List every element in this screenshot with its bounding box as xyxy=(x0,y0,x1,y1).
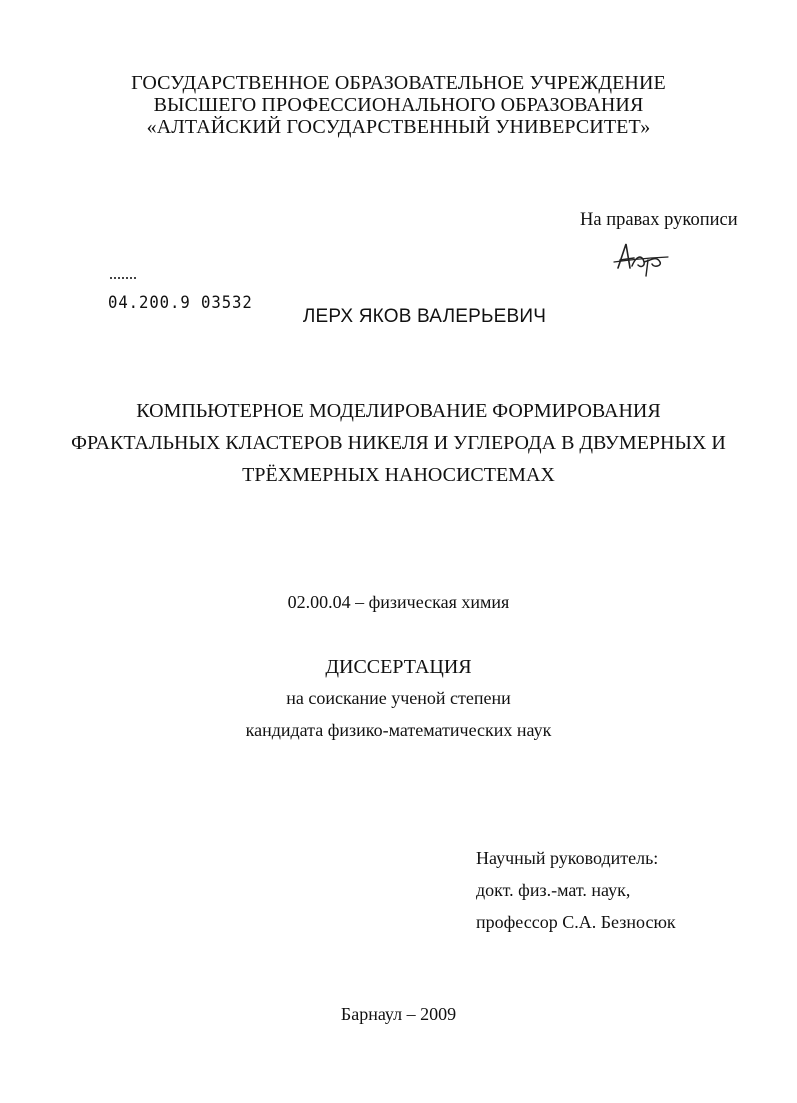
institution-line-2: ВЫСШЕГО ПРОФЕССИОНАЛЬНОГО ОБРАЗОВАНИЯ xyxy=(153,94,644,116)
title-line-2: ФРАКТАЛЬНЫХ КЛАСТЕРОВ НИКЕЛЯ И УГЛЕРОДА В ДВУМЕРНЫХ И xyxy=(71,432,726,454)
supervisor-name: профессор С.А. Безносюк xyxy=(476,912,676,932)
title-line-3: ТРЁХМЕРНЫХ НАНОСИСТЕМАХ xyxy=(242,464,555,486)
title-line-1: КОМПЬЮТЕРНОЕ МОДЕЛИРОВАНИЕ ФОРМИРОВАНИЯ xyxy=(136,400,661,422)
supervisor-degree: докт. физ.-мат. наук, xyxy=(476,880,631,900)
archive-dots-mark xyxy=(110,277,136,283)
supervisor-label: Научный руководитель: xyxy=(476,848,659,868)
specialty-code: 02.00.04 – физическая химия xyxy=(287,592,510,612)
archive-number: 04.200.9 03532 xyxy=(108,293,253,313)
author-name: ЛЕРХ ЯКОВ ВАЛЕРЬЕВИЧ xyxy=(302,306,547,327)
degree-line-1: на соискание ученой степени xyxy=(286,688,511,708)
city-year: Барнаул – 2009 xyxy=(340,1004,457,1024)
institution-line-1: ГОСУДАРСТВЕННОЕ ОБРАЗОВАТЕЛЬНОЕ УЧРЕЖДЕНИЕ xyxy=(131,72,666,94)
signature-icon xyxy=(608,238,672,278)
institution-line-3: «АЛТАЙСКИЙ ГОСУДАРСТВЕННЫЙ УНИВЕРСИТЕТ» xyxy=(146,116,651,138)
degree-line-2: кандидата физико-математических наук xyxy=(245,720,552,740)
document-type-heading: ДИССЕРТАЦИЯ xyxy=(325,656,472,678)
manuscript-note: На правах рукописи xyxy=(580,210,738,230)
